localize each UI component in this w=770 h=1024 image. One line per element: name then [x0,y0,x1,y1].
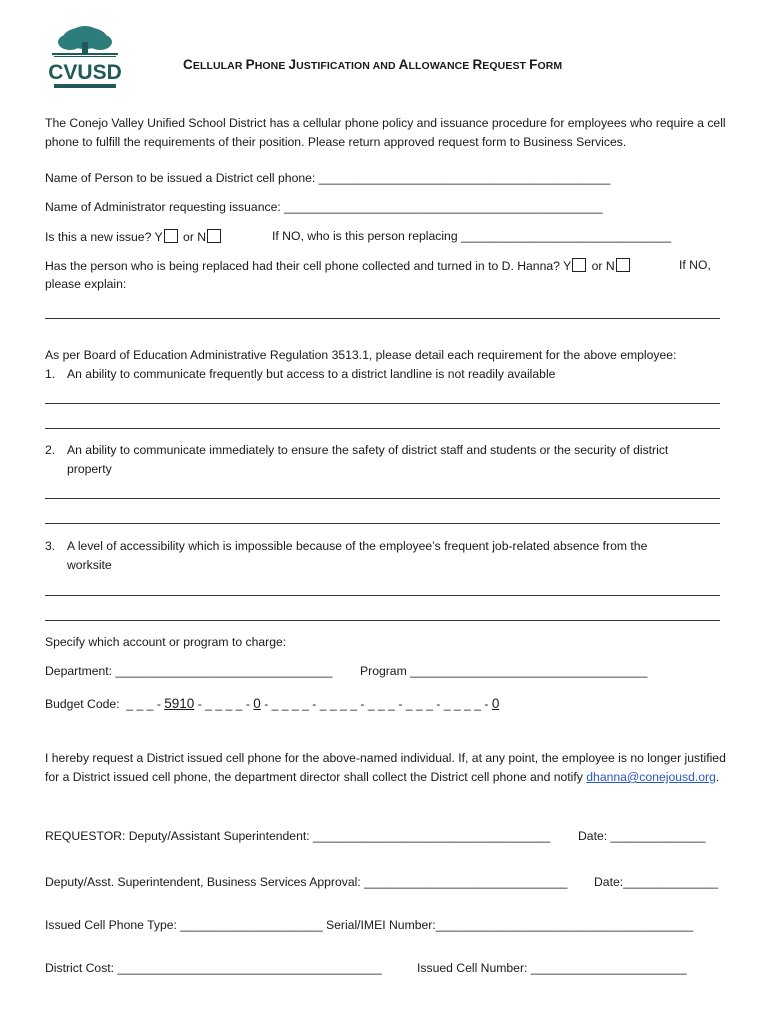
budget-segment: - _ _ _ _ - _ _ _ _ - _ _ _ - _ _ _ - _ _ _ _ - [264,697,489,711]
replaced-or-n: or N [591,259,615,273]
replaced-question: Has the person who is being replaced had their cell phone collected and turned in to D. Hanna? Y [45,259,572,273]
new-issue-no-checkbox[interactable] [207,229,221,243]
requirement-text: An ability to communicate immediately to ensure the safety of district staff and students or the security of district [67,443,669,457]
answer-line[interactable] [45,523,720,524]
replacing-field[interactable]: If NO, who is this person replacing _______________________________ [272,229,672,243]
requirement-text-cont: property [67,462,112,476]
email-link[interactable]: dhanna@conejousd.org [586,770,716,784]
budget-code-row[interactable] [45,696,499,711]
budget-fixed-zero: 0 [491,696,500,711]
regulation-intro: As per Board of Education Administrative Regulation 3513.1, please detail each requirement for the above employee: [45,348,677,362]
requestor-signature-field[interactable]: REQUESTOR: Deputy/Assistant Superintendent: ___________________________________ [45,829,551,843]
requirement-2 [45,443,668,457]
budget-object-code: 5910 [164,696,195,711]
new-issue-row [45,229,223,244]
requirement-3-continuation [45,558,112,572]
replaced-question-row [45,258,632,273]
district-cost-field[interactable]: District Cost: _______________________________________ [45,961,382,975]
new-issue-yes-checkbox[interactable] [164,229,178,243]
requirement-text-cont: worksite [67,558,112,572]
if-no-label: If NO, [679,258,711,272]
budget-code-label: Budget Code: [45,697,120,711]
answer-line[interactable] [45,498,720,499]
answer-line[interactable] [45,403,720,404]
replaced-yes-checkbox[interactable] [572,258,586,272]
requirement-3 [45,539,647,553]
person-name-field[interactable]: Name of Person to be issued a District cell phone: ___________________________________________ [45,171,611,185]
requestor-date-field[interactable]: Date: ______________ [578,829,706,843]
request-paragraph [45,749,735,787]
request-period: . [715,770,720,784]
answer-line[interactable] [45,428,720,429]
replaced-no-checkbox[interactable] [616,258,630,272]
intro-paragraph: The Conejo Valley Unified School District has a cellular phone policy and issuance procedure for employees who require a cell phone to fulfill the requirements of their position. Please return approved request form to Business Services. [45,116,726,149]
logo-text: CVUSD [48,61,122,84]
explain-line[interactable] [45,318,720,319]
requirement-text: A level of accessibility which is impossible because of the employee’s frequent job-related absence from the [67,539,648,553]
requirement-1 [45,367,555,381]
answer-line[interactable] [45,595,720,596]
program-field[interactable]: Program ___________________________________ [360,664,648,678]
phone-type-serial-field[interactable]: Issued Cell Phone Type: _____________________ Serial/IMEI Number:______________________________________ [45,918,694,932]
answer-line[interactable] [45,620,720,621]
budget-segment: _ _ _ - [126,697,161,711]
department-field[interactable]: Department: ________________________________ [45,664,333,678]
requirement-number: 2. [45,443,56,457]
cvusd-logo [46,24,124,96]
new-issue-or-n: or N [183,230,207,244]
specify-account-label: Specify which account or program to charge: [45,635,287,649]
form-title: CELLULAR PHONE JUSTIFICATION AND ALLOWANCE REQUEST FORM [183,57,563,72]
requirement-number: 1. [45,367,56,381]
requirement-text: An ability to communicate frequently but access to a district landline is not readily available [67,367,556,381]
deputy-approval-field[interactable]: Deputy/Asst. Superintendent, Business Services Approval: ______________________________ [45,875,568,889]
requirement-number: 3. [45,539,56,553]
deputy-date-field[interactable]: Date:______________ [594,875,719,889]
new-issue-label: Is this a new issue? Y [45,230,163,244]
issued-number-field[interactable]: Issued Cell Number: _______________________ [417,961,687,975]
please-explain-label: please explain: [45,277,127,291]
admin-name-field[interactable]: Name of Administrator requesting issuance: _______________________________________________ [45,200,603,214]
budget-fixed-zero: 0 [253,696,261,711]
budget-segment: - _ _ _ _ - [197,697,250,711]
requirement-2-continuation [45,462,112,476]
request-text: I hereby request a District issued cell phone for the above-named individual. If, at any point, the employee is no longer justified for a District issued cell phone, the department director shall collect the District cell phone and notify [45,751,726,784]
